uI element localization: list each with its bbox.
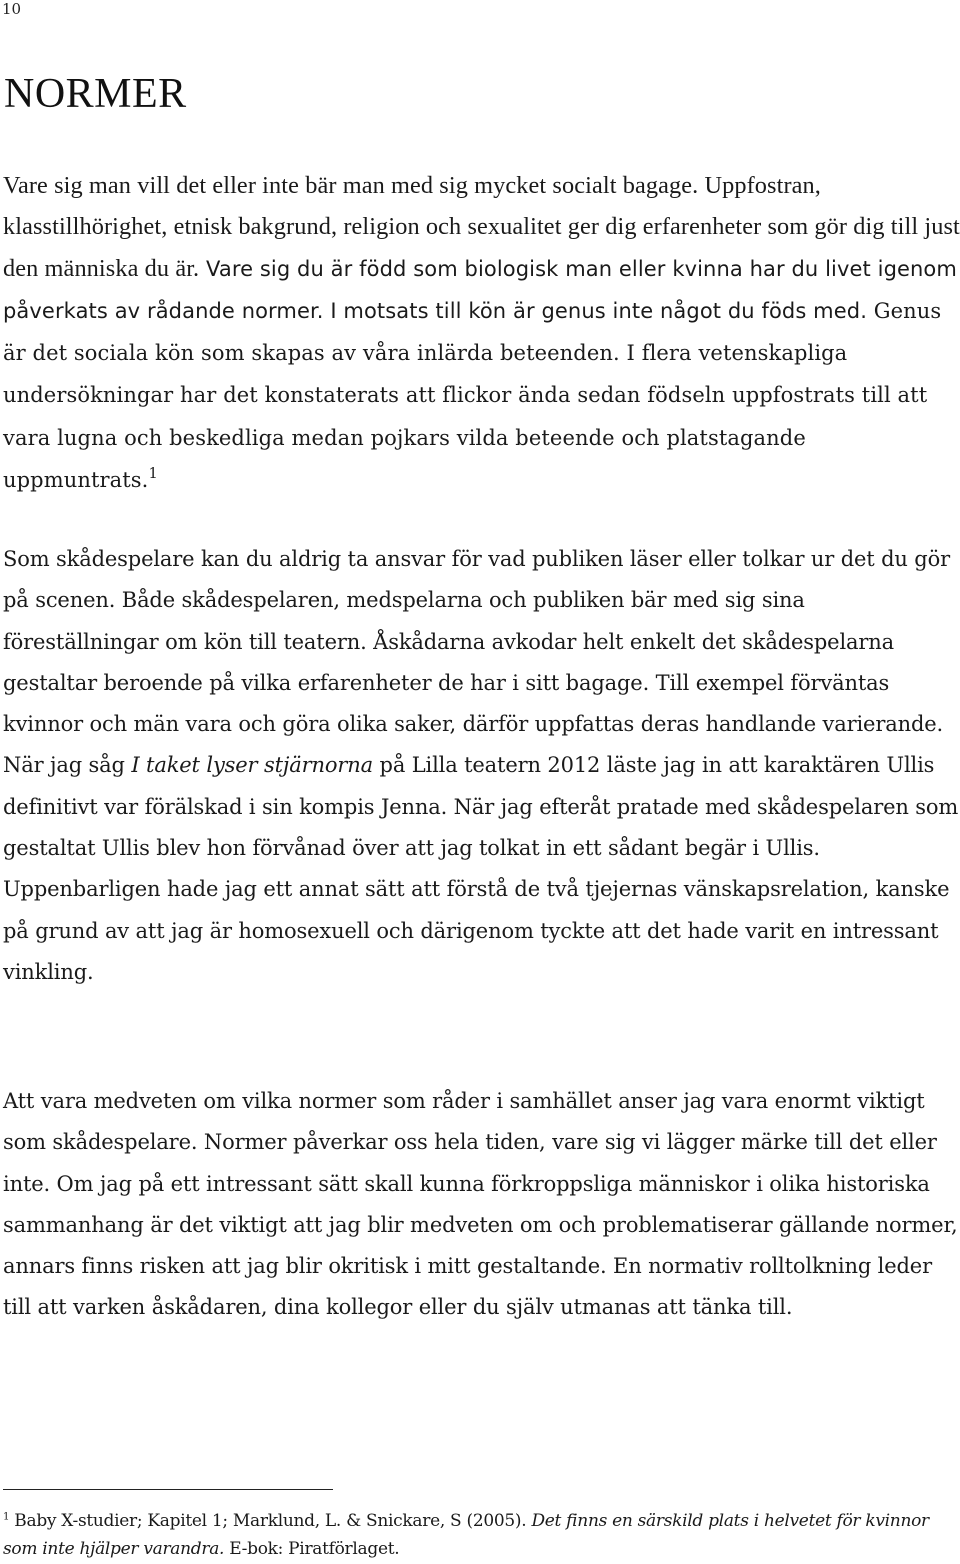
footnote: [3, 1507, 958, 1563]
footnote-reference: 1: [148, 464, 158, 482]
footnote-text-end: E-bok: Piratförlaget.: [224, 1539, 400, 1559]
paragraph-norms: Att vara medveten om vilka normer som råder i samhället anser jag vara enormt viktigt som skådespelare. Normer påverkar oss hela tiden, vare sig vi lägger märke till det eller inte. Om jag på ett intressant sätt skall kunna förkroppsliga människor i olika historiska sammanhang är det viktigt att jag blir medveten om och problematiserar gällande normer, annars finns risken att jag blir okritisk i mitt gestaltande. En normativ rolltolkning leder till att varken åskådaren, dina kollegor eller du själv utmanas att tänka till.: [3, 1089, 958, 1320]
footnote-book-title: Det finns en särskild plats i helvetet för kvinnor som inte hjälper varandra.: [3, 1511, 929, 1559]
paragraph-intro-sans-text: Vare sig du är född som biologisk man eller kvinna har du livet igenom påverkats av rådande normer. I motsats till kön är genus inte något du föds med.: [3, 256, 957, 323]
paragraph-actor-text-start: Som skådespelare kan du aldrig ta ansvar för vad publiken läser eller tolkar ur det du gör på scenen. Både skådespelaren, medspelarna och publiken bär med sig sina föreställningar om kön till teatern. Åskådarna avkodar helt enkelt det skådespelarna gestaltar beroende på vilka erfarenheter de har i sitt bagage. Till exempel förväntas kvinnor och män vara och göra olika saker, därför uppfattas deras handlande varierande. När jag såg: [3, 547, 950, 778]
chapter-heading: NORMER: [4, 71, 187, 117]
paragraph-intro-times-text: Vare sig man vill det eller inte bär man med sig mycket socialt bagage. Uppfostran, klasstillhörighet, etnisk bakgrund, religion och sexualitet ger dig erfarenheter som gör dig till just den människa du är.: [3, 172, 960, 282]
paragraph-actor-text-end: på Lilla teatern 2012 läste jag in att karaktären Ullis definitivt var förälskad i sin kompis Jenna. När jag efteråt pratade med skådespelaren som gestaltat Ullis blev hon förvånad över att jag tolkat in ett sådant begär i Ullis. Uppenbarligen hade jag ett annat sätt att förstå de två tjejernas vänskapsrelation, kanske på grund av att jag är homosexuell och därigenom tyckte att det hade varit en intressant vinkling.: [3, 753, 959, 984]
paragraph-intro-georgia-text: Genus är det sociala kön som skapas av våra inlärda beteenden. I flera vetenskapliga undersökningar har det konstaterats att flickor ända sedan födseln uppfostrats till att vara lugna och beskedliga medan pojkars vilda beteende och platstagande uppmuntrats.: [3, 298, 942, 493]
play-title: I taket lyser stjärnorna: [131, 753, 374, 778]
paragraph-actor: [3, 539, 960, 993]
page-number: 10: [2, 0, 22, 18]
paragraph-intro: [3, 165, 960, 501]
footnote-separator: [3, 1489, 333, 1490]
footnote-text-start: Baby X-studier; Kapitel 1; Marklund, L. & Snickare, S (2005).: [9, 1511, 532, 1531]
footnote-number: 1: [3, 1511, 10, 1523]
